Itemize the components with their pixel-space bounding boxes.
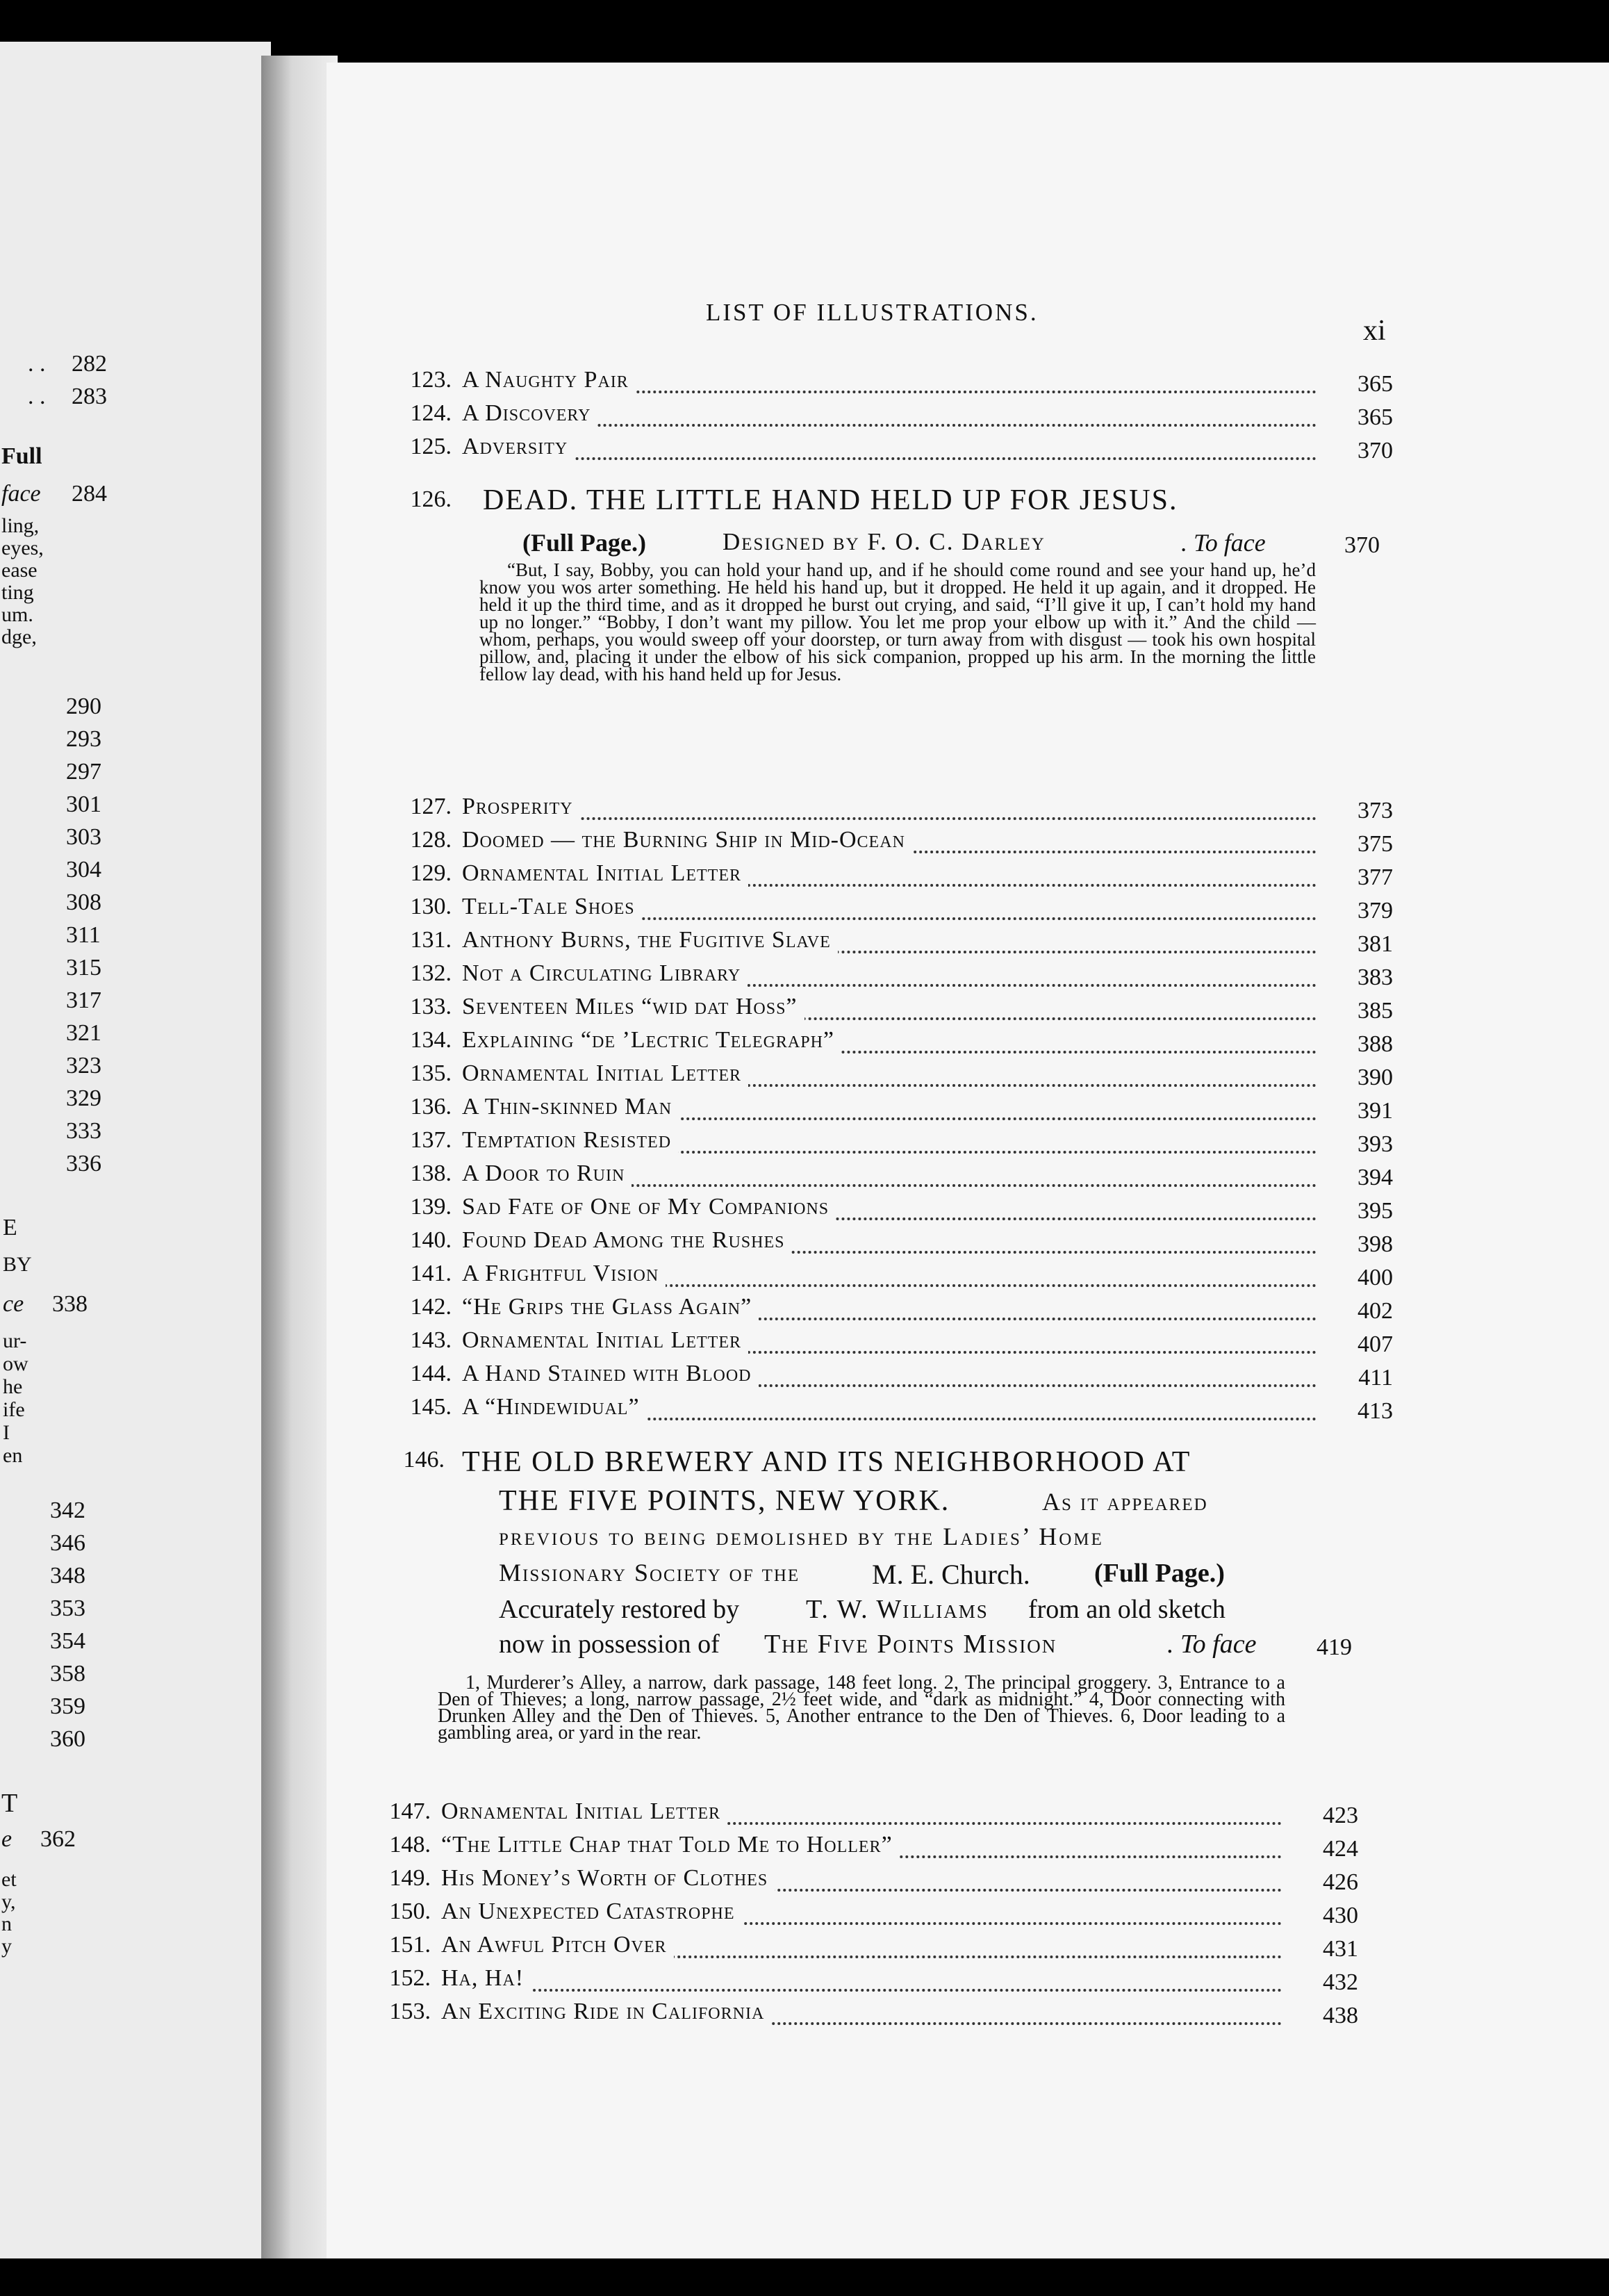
entry-number: 141. <box>410 1261 452 1286</box>
entry-page: 370 <box>1323 438 1393 464</box>
entry-page: 381 <box>1323 931 1393 958</box>
full-page-note: (Full Page.) <box>522 529 646 557</box>
left-page-number: 346 <box>50 1530 85 1556</box>
entry-page: 426 <box>1289 1869 1358 1896</box>
left-page-number: 333 <box>66 1118 101 1144</box>
illustration-entry <box>399 1361 1393 1393</box>
entry-number: 136. <box>410 1094 452 1120</box>
entry-number: 127. <box>410 794 452 819</box>
entry-title: Ha, Ha! <box>441 1965 531 1992</box>
left-page-number: 329 <box>66 1085 101 1111</box>
entry-title: Doomed — the Burning Ship in Mid-Ocean <box>462 827 912 853</box>
entry-number: 150. <box>389 1899 431 1924</box>
entry-page: 430 <box>1289 1903 1358 1929</box>
entry-number: 129. <box>410 860 452 886</box>
left-fragment: Full <box>1 443 42 469</box>
illustration-entry <box>399 400 1393 432</box>
entry-page: 407 <box>1323 1331 1393 1358</box>
illustration-entry <box>399 794 1393 826</box>
entry-number: 125. <box>410 434 452 459</box>
mission-name: The Five Points Mission <box>764 1630 1057 1659</box>
illustration-entry <box>379 1832 1358 1864</box>
caption-146 <box>438 1672 1285 1779</box>
entry-title: Anthony Burns, the Fugitive Slave <box>462 927 838 953</box>
entry-title: “The Little Chap that Told Me to Holler” <box>441 1832 900 1858</box>
illustration-entry <box>399 1094 1393 1126</box>
left-page-number: 353 <box>50 1596 85 1621</box>
left-fragment: E <box>3 1215 17 1240</box>
full-page-note: (Full Page.) <box>1094 1559 1225 1588</box>
entry-page: 388 <box>1323 1031 1393 1058</box>
illustration-entry <box>399 1060 1393 1092</box>
dot-leader <box>476 407 1317 427</box>
entry-number: 135. <box>410 1060 452 1086</box>
entry-page: 413 <box>1323 1398 1393 1425</box>
left-fragment: ow <box>3 1352 28 1375</box>
entry-page: 411 <box>1323 1365 1393 1391</box>
entry-number: 126. <box>410 486 452 512</box>
entry-title: His Money’s Worth of Clothes <box>441 1865 775 1892</box>
illustration-entry <box>399 1227 1393 1259</box>
left-fragment: y <box>1 1935 12 1958</box>
entry-number: 146. <box>403 1447 445 1473</box>
illustration-entry <box>379 1899 1358 1930</box>
illustration-entry <box>399 927 1393 959</box>
illustration-entry <box>399 1294 1393 1326</box>
entry-title: Found Dead Among the Rushes <box>462 1227 791 1254</box>
left-fragment: BY <box>3 1253 32 1276</box>
entry-title: THE OLD BREWERY AND ITS NEIGHBORHOOD AT <box>462 1446 1191 1478</box>
left-fragment: um. <box>1 603 33 626</box>
left-dots: . . <box>28 351 46 377</box>
entry-title: “He Grips the Glass Again” <box>462 1294 759 1320</box>
entry-page: 424 <box>1289 1836 1358 1862</box>
left-page-number: 293 <box>66 726 101 752</box>
entry-title: A Hand Stained with Blood <box>462 1361 759 1387</box>
page-folio: xi <box>1363 315 1386 347</box>
illustration-entry <box>399 960 1393 992</box>
illustration-entry <box>379 1999 1358 2031</box>
left-page-number: 283 <box>72 384 107 409</box>
entry-number: 152. <box>389 1965 431 1991</box>
illustration-entry <box>399 827 1393 859</box>
entry-title: A Naughty Pair <box>462 367 636 393</box>
left-fragment: ur- <box>3 1329 27 1352</box>
entry-page: 390 <box>1323 1065 1393 1091</box>
entry-number: 144. <box>410 1361 452 1386</box>
illustration-entry <box>399 1027 1393 1059</box>
left-fragment: eyes, <box>1 536 44 559</box>
entry-page: 377 <box>1323 864 1393 891</box>
entry-title: A Frightful Vision <box>462 1261 666 1287</box>
entry-title: A Discovery <box>462 400 597 427</box>
entry-page: 370 <box>1344 532 1380 558</box>
entry-number: 143. <box>410 1327 452 1353</box>
entry-title-note: As it appeared <box>1042 1488 1208 1516</box>
entry-title: Prosperity <box>462 794 580 820</box>
entry-page: 395 <box>1323 1198 1393 1224</box>
running-head: LIST OF ILLUSTRATIONS. <box>706 299 1039 326</box>
entry-page: 375 <box>1323 831 1393 858</box>
entry-number: 138. <box>410 1161 452 1186</box>
left-page-number: 336 <box>66 1151 101 1176</box>
restorer-name: T. W. Williams <box>806 1595 989 1624</box>
left-page-number: 308 <box>66 889 101 915</box>
entry-number: 148. <box>389 1832 431 1858</box>
entry-page: 379 <box>1323 898 1393 924</box>
entry-number: 147. <box>389 1798 431 1824</box>
left-fragment: en <box>3 1444 23 1467</box>
left-page-number: 315 <box>66 955 101 981</box>
caption-126 <box>479 561 1316 770</box>
entry-title: Ornamental Initial Letter <box>462 1327 748 1354</box>
entry-page: 398 <box>1323 1231 1393 1258</box>
to-face-note: . To face <box>1181 529 1266 557</box>
entry-number: 151. <box>389 1932 431 1958</box>
entry-page: 432 <box>1289 1969 1358 1996</box>
illustration-entry <box>399 367 1393 399</box>
illustration-entry <box>379 1932 1358 1964</box>
entry-number: 140. <box>410 1227 452 1253</box>
illustration-entry <box>399 1161 1393 1192</box>
left-fragment: ease <box>1 559 38 582</box>
entry-number: 134. <box>410 1027 452 1053</box>
entry-page: 373 <box>1323 798 1393 824</box>
entry-number: 139. <box>410 1194 452 1220</box>
illustration-entry <box>399 1261 1393 1293</box>
designer-credit: Designed by F. O. C. Darley <box>723 528 1046 555</box>
entry-number: 153. <box>389 1999 431 2024</box>
entry-page: 383 <box>1323 965 1393 991</box>
left-page-number: 362 <box>40 1826 76 1852</box>
entry-number: 133. <box>410 994 452 1019</box>
entry-page: 431 <box>1289 1936 1358 1962</box>
left-fragment: ife <box>3 1398 25 1421</box>
illustration-entry <box>399 434 1393 466</box>
left-fragment: et <box>1 1868 17 1891</box>
illustration-entry <box>399 1327 1393 1359</box>
illustration-entry <box>399 894 1393 926</box>
entry-number: 123. <box>410 367 452 393</box>
left-page-number: 338 <box>52 1291 88 1317</box>
left-page-number: 323 <box>66 1053 101 1079</box>
entry-title: Adversity <box>462 434 575 460</box>
caption-text: 1, Murderer’s Alley, a narrow, dark passage, 148 feet long. 2, The principal groggery. 3, Entrance to a Den of Thieves; a long, narrow passage, 2½ feet wide, and “dark as midnight.” 4, Door connecting with Drunken Alley and the Den of Thieves. 5, Another entrance to the Den of Thieves. 6, Door leading to a gambling area, or yard in the rear. <box>438 1672 1285 1744</box>
entry-page: 438 <box>1289 2003 1358 2029</box>
left-fragment: ting <box>1 581 34 604</box>
entry-title: An Exciting Ride in California <box>441 1999 771 2025</box>
entry-number: 145. <box>410 1394 452 1420</box>
entry-number: 131. <box>410 927 452 953</box>
church-name: M. E. Church. <box>872 1559 1030 1590</box>
dot-leader <box>476 441 1317 460</box>
entry-title: Ornamental Initial Letter <box>462 860 748 887</box>
left-page-number: 360 <box>50 1726 85 1752</box>
entry-page: 402 <box>1323 1298 1393 1325</box>
left-page-number: 354 <box>50 1628 85 1654</box>
entry-page: 419 <box>1317 1634 1352 1660</box>
left-page-number: 304 <box>66 857 101 883</box>
illustration-entry <box>379 1865 1358 1897</box>
left-dots: . . <box>28 384 46 409</box>
left-fragment: dge, <box>1 625 37 648</box>
entry-page: 365 <box>1323 404 1393 431</box>
entry-title-note: Missionary Society of the <box>499 1559 800 1586</box>
left-page-number: 303 <box>66 824 101 850</box>
possession-note: now in possession of <box>499 1630 720 1659</box>
entry-title: Not a Circulating Library <box>462 960 748 987</box>
left-fragment: I <box>3 1421 10 1444</box>
left-page-number: 317 <box>66 987 101 1013</box>
restoration-note: from an old sketch <box>1028 1595 1226 1624</box>
left-page-number: 342 <box>50 1498 85 1523</box>
entry-number: 128. <box>410 827 452 853</box>
dot-leader <box>455 1972 1282 1992</box>
entry-title: A Thin-skinned Man <box>462 1094 679 1120</box>
illustration-entry <box>399 1194 1393 1226</box>
entry-title: Seventeen Miles “wid dat Hoss” <box>462 994 804 1020</box>
entry-title: Tell-Tale Shoes <box>462 894 642 920</box>
left-page-number: 282 <box>72 351 107 377</box>
entry-title: DEAD. THE LITTLE HAND HELD UP FOR JESUS. <box>483 484 1178 516</box>
entry-title: An Unexpected Catastrophe <box>441 1899 742 1925</box>
entry-title: A Door to Ruin <box>462 1161 632 1187</box>
entry-number: 130. <box>410 894 452 919</box>
left-page-number: 321 <box>66 1020 101 1046</box>
illustration-entry <box>399 1394 1393 1426</box>
entry-page: 365 <box>1323 371 1393 397</box>
dot-leader <box>476 801 1317 820</box>
entry-page: 393 <box>1323 1131 1393 1158</box>
left-fragment: ling, <box>1 514 40 537</box>
left-fragment: e <box>1 1826 13 1852</box>
entry-number: 137. <box>410 1127 452 1153</box>
entry-page: 385 <box>1323 998 1393 1024</box>
entry-title: Ornamental Initial Letter <box>462 1060 748 1087</box>
entry-number: 124. <box>410 400 452 426</box>
entry-page: 391 <box>1323 1098 1393 1124</box>
left-page-number: 301 <box>66 792 101 817</box>
illustration-entry <box>379 1965 1358 1997</box>
entry-title: An Awful Pitch Over <box>441 1932 674 1958</box>
caption-text: “But, I say, Bobby, you can hold your hand up, and if he should come round and see your hand up, he’d know you wos arter something. He held his hand up, but it dropped. He held it up again, and it dropped. He held it up the third time, and as it dropped he burst out crying, and said, “I’ll give it up, I can’t hold my hand up no longer.” “Bobby, I don’t want my pillow. You let me prop your elbow up with it.” And the child — whom, perhaps, you would sweep off your doorstep, or turn away from with disgust — took his own hospital pillow, and, placing it under the elbow of his sick companion, propped up his arm. In the morning the little fellow lay dead, with his hand held up for Jesus. <box>479 559 1316 684</box>
entry-number: 149. <box>389 1865 431 1891</box>
entry-title: Temptation Resisted <box>462 1127 678 1154</box>
entry-page: 400 <box>1323 1265 1393 1291</box>
left-page-number: 297 <box>66 759 101 785</box>
illustration-entry <box>399 1127 1393 1159</box>
entry-title: Ornamental Initial Letter <box>441 1798 727 1825</box>
entry-title-cont: THE FIVE POINTS, NEW YORK. <box>499 1485 950 1517</box>
to-face-note: . To face <box>1167 1630 1257 1659</box>
left-page-number: 359 <box>50 1694 85 1719</box>
illustration-entry <box>399 860 1393 892</box>
illustration-entry <box>399 994 1393 1026</box>
entry-title-note: previous to being demolished by the Ladies’ Home <box>499 1523 1104 1550</box>
left-fragment: face <box>1 481 41 507</box>
left-page-number: 358 <box>50 1661 85 1687</box>
left-fragment: he <box>3 1375 23 1398</box>
left-page-number: 290 <box>66 694 101 719</box>
entry-number: 132. <box>410 960 452 986</box>
left-page-number: 348 <box>50 1563 85 1589</box>
left-fragment: n <box>1 1912 12 1935</box>
left-fragment: ce <box>3 1291 24 1317</box>
left-fragment: T <box>1 1789 18 1818</box>
left-page-number: 284 <box>72 481 107 507</box>
left-fragment: y, <box>1 1890 16 1913</box>
entry-title: Explaining “de ’Lectric Telegraph” <box>462 1027 841 1053</box>
entry-number: 142. <box>410 1294 452 1320</box>
entry-title: Sad Fate of One of My Companions <box>462 1194 836 1220</box>
left-page-number: 311 <box>66 922 101 948</box>
restoration-note: Accurately restored by <box>499 1595 740 1624</box>
illustration-entry <box>379 1798 1358 1830</box>
entry-page: 423 <box>1289 1803 1358 1829</box>
entry-page: 394 <box>1323 1165 1393 1191</box>
entry-title: A “Hindewidual” <box>462 1394 647 1420</box>
